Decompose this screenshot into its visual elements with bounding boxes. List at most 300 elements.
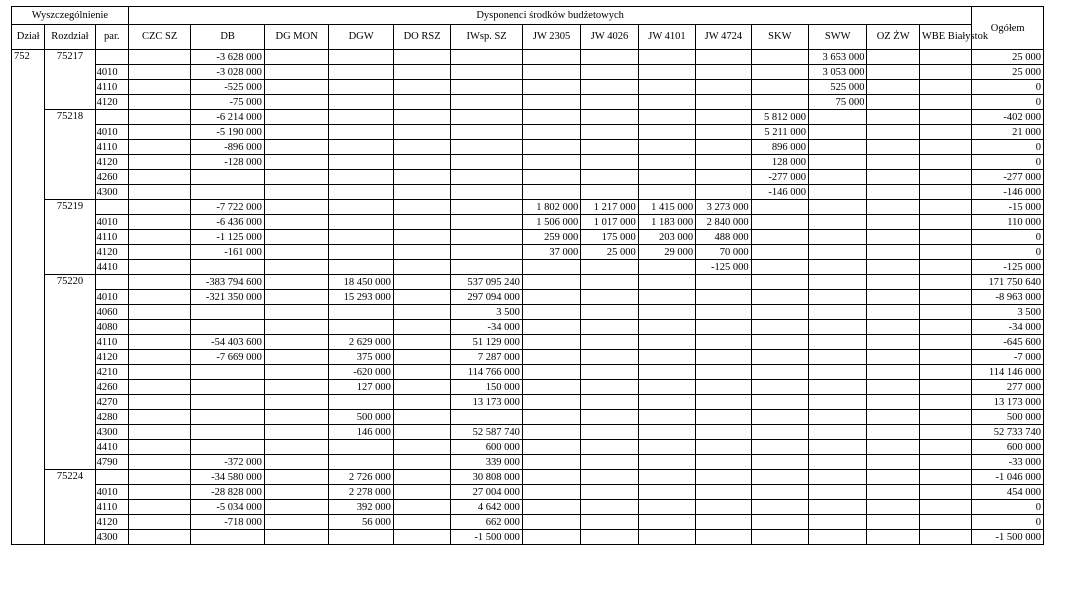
- value-cell: [867, 485, 919, 500]
- value-cell: [264, 290, 328, 305]
- value-cell: -3 628 000: [191, 50, 265, 65]
- value-cell: [581, 380, 638, 395]
- value-cell: [264, 230, 328, 245]
- value-cell: [919, 110, 971, 125]
- value-cell: -896 000: [191, 140, 265, 155]
- table-header: [12, 7, 1044, 50]
- value-cell: [128, 380, 190, 395]
- value-cell: [919, 350, 971, 365]
- value-cell: -718 000: [191, 515, 265, 530]
- total-cell: 0: [972, 80, 1044, 95]
- value-cell: -1 125 000: [191, 230, 265, 245]
- total-cell: -1 500 000: [972, 530, 1044, 545]
- value-cell: 52 587 740: [451, 425, 523, 440]
- value-cell: [393, 290, 450, 305]
- total-cell: -402 000: [972, 110, 1044, 125]
- value-cell: [809, 215, 867, 230]
- value-cell: 1 415 000: [638, 200, 695, 215]
- value-cell: [809, 170, 867, 185]
- value-cell: [581, 50, 638, 65]
- value-cell: [751, 305, 808, 320]
- table-row: [12, 335, 1044, 350]
- header-par: par.: [95, 25, 128, 50]
- table-row: [12, 440, 1044, 455]
- value-cell: [264, 455, 328, 470]
- value-cell: [919, 230, 971, 245]
- value-cell: [522, 65, 580, 80]
- total-cell: 0: [972, 140, 1044, 155]
- value-cell: 600 000: [451, 440, 523, 455]
- value-cell: [919, 515, 971, 530]
- value-cell: [451, 410, 523, 425]
- value-cell: [264, 275, 328, 290]
- value-cell: [638, 155, 695, 170]
- value-cell: [751, 245, 808, 260]
- value-cell: [581, 140, 638, 155]
- value-cell: [451, 200, 523, 215]
- value-cell: [638, 185, 695, 200]
- value-cell: [581, 305, 638, 320]
- value-cell: [128, 110, 190, 125]
- value-cell: 896 000: [751, 140, 808, 155]
- value-cell: 3 273 000: [696, 200, 751, 215]
- total-cell: 0: [972, 95, 1044, 110]
- value-cell: 56 000: [329, 515, 393, 530]
- value-cell: [919, 455, 971, 470]
- paragraf-cell: 4110: [95, 140, 128, 155]
- value-cell: [638, 410, 695, 425]
- value-cell: [638, 365, 695, 380]
- header-rozdzial: Rozdział: [45, 25, 95, 50]
- value-cell: [329, 320, 393, 335]
- value-cell: [393, 365, 450, 380]
- value-cell: [696, 455, 751, 470]
- paragraf-cell: 4010: [95, 215, 128, 230]
- value-cell: [128, 230, 190, 245]
- value-cell: [809, 530, 867, 545]
- header-ogolem: Ogółem: [972, 7, 1044, 50]
- value-cell: 150 000: [451, 380, 523, 395]
- value-cell: [522, 470, 580, 485]
- value-cell: [867, 530, 919, 545]
- header-col: JW 4026: [581, 25, 638, 50]
- value-cell: [751, 50, 808, 65]
- value-cell: [264, 50, 328, 65]
- total-cell: 0: [972, 155, 1044, 170]
- value-cell: [329, 125, 393, 140]
- value-cell: [751, 530, 808, 545]
- value-cell: [329, 530, 393, 545]
- value-cell: 5 812 000: [751, 110, 808, 125]
- value-cell: [128, 410, 190, 425]
- value-cell: [522, 380, 580, 395]
- value-cell: [393, 395, 450, 410]
- value-cell: [393, 260, 450, 275]
- value-cell: [919, 440, 971, 455]
- table-row: [12, 230, 1044, 245]
- value-cell: 25 000: [581, 245, 638, 260]
- value-cell: 259 000: [522, 230, 580, 245]
- value-cell: [451, 110, 523, 125]
- value-cell: [264, 200, 328, 215]
- paragraf-cell: 4060: [95, 305, 128, 320]
- value-cell: [128, 200, 190, 215]
- value-cell: [867, 470, 919, 485]
- value-cell: [264, 260, 328, 275]
- value-cell: [638, 335, 695, 350]
- value-cell: [522, 350, 580, 365]
- value-cell: [751, 440, 808, 455]
- value-cell: [329, 245, 393, 260]
- value-cell: [919, 425, 971, 440]
- value-cell: [809, 470, 867, 485]
- value-cell: [696, 275, 751, 290]
- value-cell: [696, 305, 751, 320]
- value-cell: [329, 395, 393, 410]
- value-cell: [329, 65, 393, 80]
- value-cell: [264, 380, 328, 395]
- paragraf-cell: [95, 200, 128, 215]
- value-cell: [751, 275, 808, 290]
- value-cell: [191, 410, 265, 425]
- value-cell: [522, 365, 580, 380]
- value-cell: 5 211 000: [751, 125, 808, 140]
- value-cell: [128, 500, 190, 515]
- value-cell: [264, 425, 328, 440]
- value-cell: [696, 410, 751, 425]
- value-cell: 3 053 000: [809, 65, 867, 80]
- value-cell: -525 000: [191, 80, 265, 95]
- value-cell: [451, 185, 523, 200]
- total-cell: 110 000: [972, 215, 1044, 230]
- value-cell: [264, 140, 328, 155]
- value-cell: -6 214 000: [191, 110, 265, 125]
- value-cell: 127 000: [329, 380, 393, 395]
- paragraf-cell: 4010: [95, 485, 128, 500]
- value-cell: [522, 395, 580, 410]
- value-cell: [809, 485, 867, 500]
- value-cell: [867, 125, 919, 140]
- value-cell: [581, 350, 638, 365]
- value-cell: [751, 425, 808, 440]
- value-cell: [581, 410, 638, 425]
- value-cell: [751, 485, 808, 500]
- value-cell: [809, 455, 867, 470]
- value-cell: [696, 380, 751, 395]
- value-cell: [696, 110, 751, 125]
- header-col: JW 4101: [638, 25, 695, 50]
- value-cell: 18 450 000: [329, 275, 393, 290]
- value-cell: 3 500: [451, 305, 523, 320]
- value-cell: [638, 50, 695, 65]
- value-cell: [919, 305, 971, 320]
- value-cell: [696, 80, 751, 95]
- value-cell: [638, 290, 695, 305]
- value-cell: [867, 230, 919, 245]
- value-cell: [393, 410, 450, 425]
- total-cell: -146 000: [972, 185, 1044, 200]
- value-cell: [696, 530, 751, 545]
- table-row: [12, 365, 1044, 380]
- paragraf-cell: 4120: [95, 350, 128, 365]
- value-cell: [191, 170, 265, 185]
- table-row: [12, 245, 1044, 260]
- value-cell: [638, 380, 695, 395]
- value-cell: [919, 65, 971, 80]
- value-cell: 51 129 000: [451, 335, 523, 350]
- value-cell: [264, 125, 328, 140]
- value-cell: [638, 485, 695, 500]
- value-cell: [919, 395, 971, 410]
- value-cell: [581, 365, 638, 380]
- value-cell: [867, 215, 919, 230]
- value-cell: [264, 500, 328, 515]
- value-cell: [581, 425, 638, 440]
- value-cell: 7 287 000: [451, 350, 523, 365]
- value-cell: [451, 155, 523, 170]
- value-cell: [638, 320, 695, 335]
- value-cell: [329, 170, 393, 185]
- value-cell: [809, 410, 867, 425]
- value-cell: [581, 335, 638, 350]
- value-cell: [809, 185, 867, 200]
- value-cell: [696, 140, 751, 155]
- value-cell: [919, 170, 971, 185]
- total-cell: 0: [972, 230, 1044, 245]
- table-row: [12, 485, 1044, 500]
- value-cell: [809, 140, 867, 155]
- table-row: [12, 110, 1044, 125]
- paragraf-cell: 4110: [95, 500, 128, 515]
- value-cell: [919, 380, 971, 395]
- value-cell: [128, 155, 190, 170]
- value-cell: [867, 95, 919, 110]
- total-cell: 3 500: [972, 305, 1044, 320]
- value-cell: [696, 335, 751, 350]
- value-cell: [329, 110, 393, 125]
- value-cell: [522, 110, 580, 125]
- total-cell: 21 000: [972, 125, 1044, 140]
- paragraf-cell: 4280: [95, 410, 128, 425]
- value-cell: [128, 320, 190, 335]
- value-cell: [919, 125, 971, 140]
- paragraf-cell: 4790: [95, 455, 128, 470]
- paragraf-cell: 4110: [95, 335, 128, 350]
- value-cell: -34 000: [451, 320, 523, 335]
- value-cell: [581, 440, 638, 455]
- value-cell: [264, 410, 328, 425]
- value-cell: [696, 125, 751, 140]
- value-cell: [128, 530, 190, 545]
- value-cell: [867, 335, 919, 350]
- table-row: [12, 380, 1044, 395]
- paragraf-cell: 4110: [95, 230, 128, 245]
- total-cell: -33 000: [972, 455, 1044, 470]
- value-cell: [128, 335, 190, 350]
- value-cell: [522, 305, 580, 320]
- value-cell: [867, 245, 919, 260]
- value-cell: [128, 185, 190, 200]
- value-cell: [919, 500, 971, 515]
- table-row: [12, 320, 1044, 335]
- paragraf-cell: [95, 275, 128, 290]
- value-cell: [867, 50, 919, 65]
- value-cell: [867, 80, 919, 95]
- header-col: DG MON: [264, 25, 328, 50]
- value-cell: 114 766 000: [451, 365, 523, 380]
- value-cell: 500 000: [329, 410, 393, 425]
- value-cell: [809, 440, 867, 455]
- value-cell: [329, 260, 393, 275]
- value-cell: [919, 290, 971, 305]
- value-cell: [128, 140, 190, 155]
- value-cell: -75 000: [191, 95, 265, 110]
- value-cell: [128, 275, 190, 290]
- value-cell: [451, 230, 523, 245]
- rozdzial-cell: 75220: [45, 275, 95, 470]
- header-col: SWW: [809, 25, 867, 50]
- value-cell: 29 000: [638, 245, 695, 260]
- value-cell: [581, 80, 638, 95]
- value-cell: [393, 125, 450, 140]
- value-cell: [393, 215, 450, 230]
- table-row: [12, 155, 1044, 170]
- value-cell: [393, 200, 450, 215]
- value-cell: [809, 110, 867, 125]
- value-cell: [329, 200, 393, 215]
- value-cell: [393, 140, 450, 155]
- value-cell: [696, 485, 751, 500]
- value-cell: [329, 455, 393, 470]
- value-cell: [638, 140, 695, 155]
- value-cell: [264, 515, 328, 530]
- value-cell: [809, 395, 867, 410]
- value-cell: [867, 425, 919, 440]
- value-cell: [128, 95, 190, 110]
- table-row: [12, 425, 1044, 440]
- value-cell: [128, 170, 190, 185]
- value-cell: [581, 320, 638, 335]
- value-cell: -620 000: [329, 365, 393, 380]
- value-cell: [522, 80, 580, 95]
- value-cell: [393, 185, 450, 200]
- value-cell: [522, 170, 580, 185]
- value-cell: -3 028 000: [191, 65, 265, 80]
- paragraf-cell: 4300: [95, 425, 128, 440]
- value-cell: [867, 395, 919, 410]
- total-cell: 52 733 740: [972, 425, 1044, 440]
- header-dzial: Dział: [12, 25, 45, 50]
- value-cell: [522, 425, 580, 440]
- value-cell: [522, 320, 580, 335]
- value-cell: [867, 380, 919, 395]
- value-cell: [638, 275, 695, 290]
- value-cell: [393, 155, 450, 170]
- value-cell: [751, 260, 808, 275]
- table-row: [12, 125, 1044, 140]
- value-cell: [638, 350, 695, 365]
- value-cell: [522, 260, 580, 275]
- paragraf-cell: 4260: [95, 170, 128, 185]
- value-cell: -7 722 000: [191, 200, 265, 215]
- value-cell: [919, 95, 971, 110]
- value-cell: [329, 440, 393, 455]
- value-cell: [696, 350, 751, 365]
- value-cell: 525 000: [809, 80, 867, 95]
- value-cell: -1 500 000: [451, 530, 523, 545]
- value-cell: [191, 380, 265, 395]
- header-col: DB: [191, 25, 265, 50]
- total-cell: -277 000: [972, 170, 1044, 185]
- value-cell: [393, 470, 450, 485]
- value-cell: [696, 290, 751, 305]
- value-cell: -128 000: [191, 155, 265, 170]
- value-cell: [128, 425, 190, 440]
- value-cell: -321 350 000: [191, 290, 265, 305]
- total-cell: 0: [972, 500, 1044, 515]
- value-cell: [329, 50, 393, 65]
- value-cell: [264, 215, 328, 230]
- value-cell: [696, 50, 751, 65]
- value-cell: [751, 515, 808, 530]
- header-col: WBE Białystok: [919, 25, 971, 50]
- value-cell: [581, 65, 638, 80]
- value-cell: [329, 155, 393, 170]
- total-cell: 171 750 640: [972, 275, 1044, 290]
- value-cell: [581, 455, 638, 470]
- value-cell: 15 293 000: [329, 290, 393, 305]
- value-cell: [867, 140, 919, 155]
- value-cell: 1 802 000: [522, 200, 580, 215]
- value-cell: [522, 50, 580, 65]
- paragraf-cell: [95, 470, 128, 485]
- value-cell: 70 000: [696, 245, 751, 260]
- value-cell: 203 000: [638, 230, 695, 245]
- value-cell: [751, 395, 808, 410]
- value-cell: [522, 515, 580, 530]
- value-cell: [696, 185, 751, 200]
- value-cell: 392 000: [329, 500, 393, 515]
- value-cell: [581, 500, 638, 515]
- value-cell: [751, 350, 808, 365]
- value-cell: [751, 410, 808, 425]
- value-cell: [751, 470, 808, 485]
- value-cell: -383 794 600: [191, 275, 265, 290]
- value-cell: 2 726 000: [329, 470, 393, 485]
- value-cell: 13 173 000: [451, 395, 523, 410]
- paragraf-cell: 4010: [95, 65, 128, 80]
- value-cell: 3 653 000: [809, 50, 867, 65]
- value-cell: -5 190 000: [191, 125, 265, 140]
- value-cell: [751, 95, 808, 110]
- value-cell: 146 000: [329, 425, 393, 440]
- paragraf-cell: 4010: [95, 290, 128, 305]
- total-cell: 25 000: [972, 50, 1044, 65]
- value-cell: [919, 140, 971, 155]
- value-cell: 1 017 000: [581, 215, 638, 230]
- value-cell: [264, 335, 328, 350]
- value-cell: [696, 155, 751, 170]
- paragraf-cell: 4300: [95, 530, 128, 545]
- value-cell: [264, 80, 328, 95]
- value-cell: [638, 80, 695, 95]
- value-cell: [919, 320, 971, 335]
- value-cell: [522, 530, 580, 545]
- header-col: CZC SZ: [128, 25, 190, 50]
- value-cell: [264, 155, 328, 170]
- value-cell: [809, 380, 867, 395]
- value-cell: [128, 50, 190, 65]
